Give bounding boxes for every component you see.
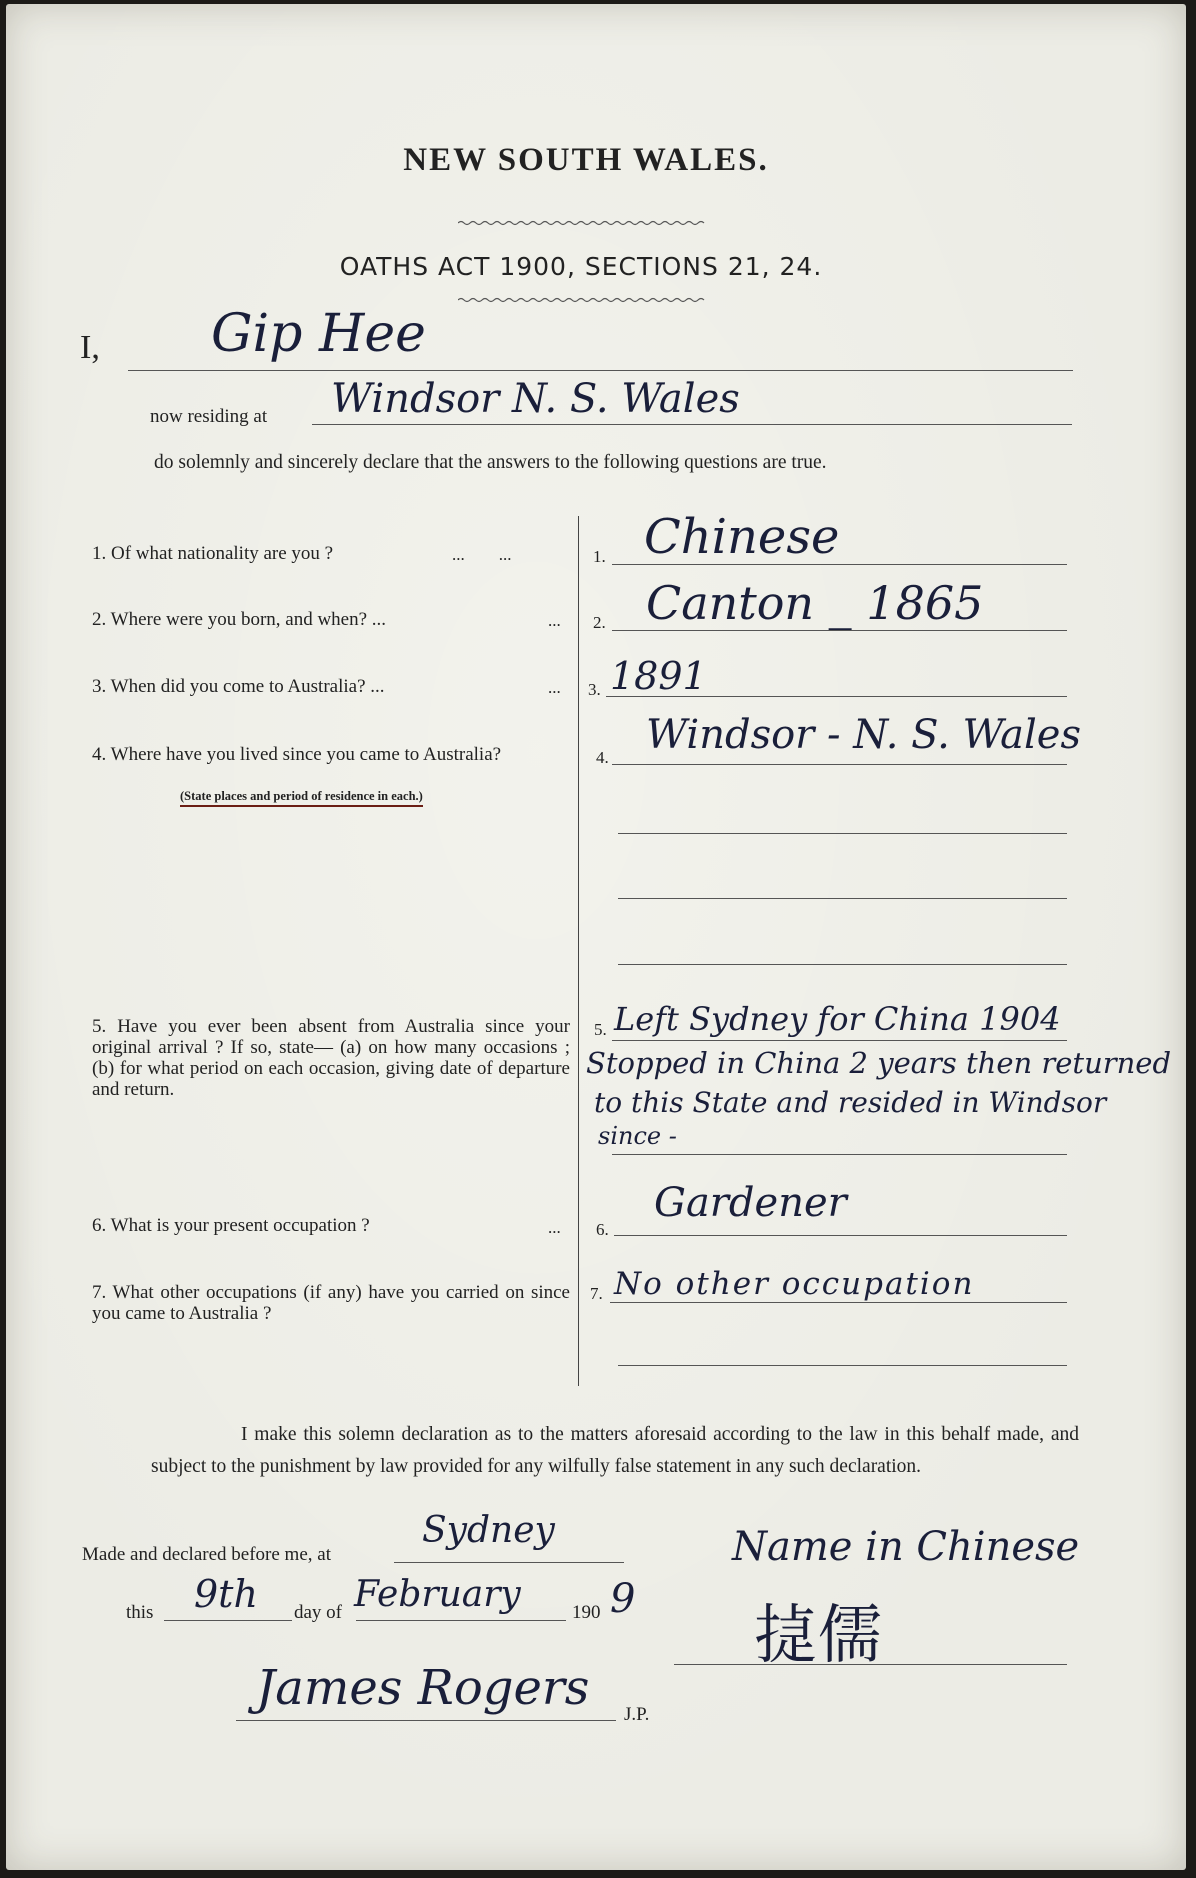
question-6-dots: ... (548, 1218, 561, 1237)
question-4-note: (State places and period of residence in each.) (180, 789, 423, 807)
answer-3-number: 3. (588, 680, 601, 699)
day-of-label: day of (294, 1602, 343, 1623)
answer-1-line (612, 564, 1067, 565)
jp-signature-line (236, 1720, 616, 1721)
place-line (394, 1562, 624, 1563)
name-line (128, 370, 1073, 371)
answer-7-value: No other occupation (614, 1266, 975, 1302)
answer-4-number: 4. (596, 748, 609, 767)
declaration-text: do solemnly and sincerely declare that the answers to the following questions are true. (154, 452, 827, 473)
chinese-name-line (674, 1664, 1067, 1665)
question-4: 4. Where have you lived since you came to Australia? (92, 744, 502, 765)
answer-7-line (610, 1302, 1067, 1303)
answer-4-blank-line-1 (618, 833, 1067, 834)
residence-line (312, 424, 1072, 425)
answer-3-line (606, 696, 1067, 697)
declarant-name: Gip Hee (211, 304, 426, 364)
answer-4-value: Windsor - N. S. Wales (646, 712, 1081, 758)
answer-7-number: 7. (590, 1284, 603, 1303)
question-7: 7. What other occupations (if any) have you carried on since you came to Australia ? (92, 1282, 570, 1324)
declared-month: February (354, 1574, 521, 1615)
question-6: 6. What is your present occupation ? (92, 1215, 370, 1236)
answer-5-line-4: since - (598, 1122, 677, 1150)
chinese-name-label: Name in Chinese (732, 1524, 1080, 1570)
day-line (164, 1620, 292, 1621)
answer-6-line (614, 1235, 1067, 1236)
answer-5-rule-2 (612, 1154, 1067, 1155)
answer-5-rule-1 (612, 1040, 1067, 1041)
answer-5-line-2: Stopped in China 2 years then returned (586, 1046, 1172, 1080)
year-prefix: 190 (572, 1602, 601, 1623)
answer-5-line-1: Left Sydney for China 1904 (614, 1000, 1061, 1038)
answer-5-number: 5. (594, 1020, 607, 1039)
answer-4-blank-line-2 (618, 898, 1067, 899)
question-3-dots: ... (548, 678, 561, 697)
answer-4-line (612, 764, 1067, 765)
answer-1-number: 1. (593, 547, 606, 566)
answer-5-line-3: to this State and resided in Windsor (594, 1086, 1107, 1119)
answer-2-line (612, 630, 1067, 631)
closing-statement: I make this solemn declaration as to the matters aforesaid according to the law in this behalf made, and subject to the punishment by law provided for any wilfully false statement in any such declaration. (151, 1424, 1079, 1477)
residing-label: now residing at (150, 406, 268, 427)
jp-label: J.P. (624, 1704, 650, 1725)
question-2: 2. Where were you born, and when? ... (92, 609, 387, 630)
answer-6-number: 6. (596, 1220, 609, 1239)
subtitle-ornament (458, 296, 708, 304)
declared-day: 9th (194, 1572, 258, 1616)
declared-place: Sydney (422, 1510, 555, 1551)
question-1: 1. Of what nationality are you ? (92, 543, 334, 564)
this-label: this (126, 1602, 154, 1623)
answer-3-value: 1891 (610, 654, 707, 698)
question-1-dots: ... ... (452, 545, 512, 564)
page-title: NEW SOUTH WALES. (403, 142, 769, 178)
answer-2-number: 2. (593, 613, 606, 632)
document-page (6, 4, 1186, 1870)
chinese-name-signature: 㨗儒 (754, 1599, 882, 1673)
title-ornament (458, 219, 708, 227)
question-3: 3. When did you come to Australia? ... (92, 676, 385, 697)
answer-4-blank-line-3 (618, 964, 1067, 965)
residence-value: Windsor N. S. Wales (331, 376, 740, 422)
month-line (356, 1620, 566, 1621)
answer-2-value: Canton _ 1865 (646, 576, 984, 630)
question-2-dots: ... (548, 611, 561, 630)
year-digit: 9 (610, 1576, 636, 1622)
answer-7-blank-line (618, 1365, 1067, 1366)
declarant-prefix: I, (80, 329, 100, 366)
made-declared-label: Made and declared before me, at (82, 1544, 331, 1565)
answer-1-value: Chinese (644, 509, 840, 565)
page-subtitle: OATHS ACT 1900, SECTIONS 21, 24. (339, 252, 823, 281)
column-divider (578, 516, 579, 1386)
answer-6-value: Gardener (654, 1180, 847, 1226)
jp-signature: James Rogers (256, 1660, 590, 1716)
question-5: 5. Have you ever been absent from Australia since your original arrival ? If so, state— (a) on how many occasions ; (b) for what period on each occasion, giving date of departure and return. (92, 1016, 570, 1100)
